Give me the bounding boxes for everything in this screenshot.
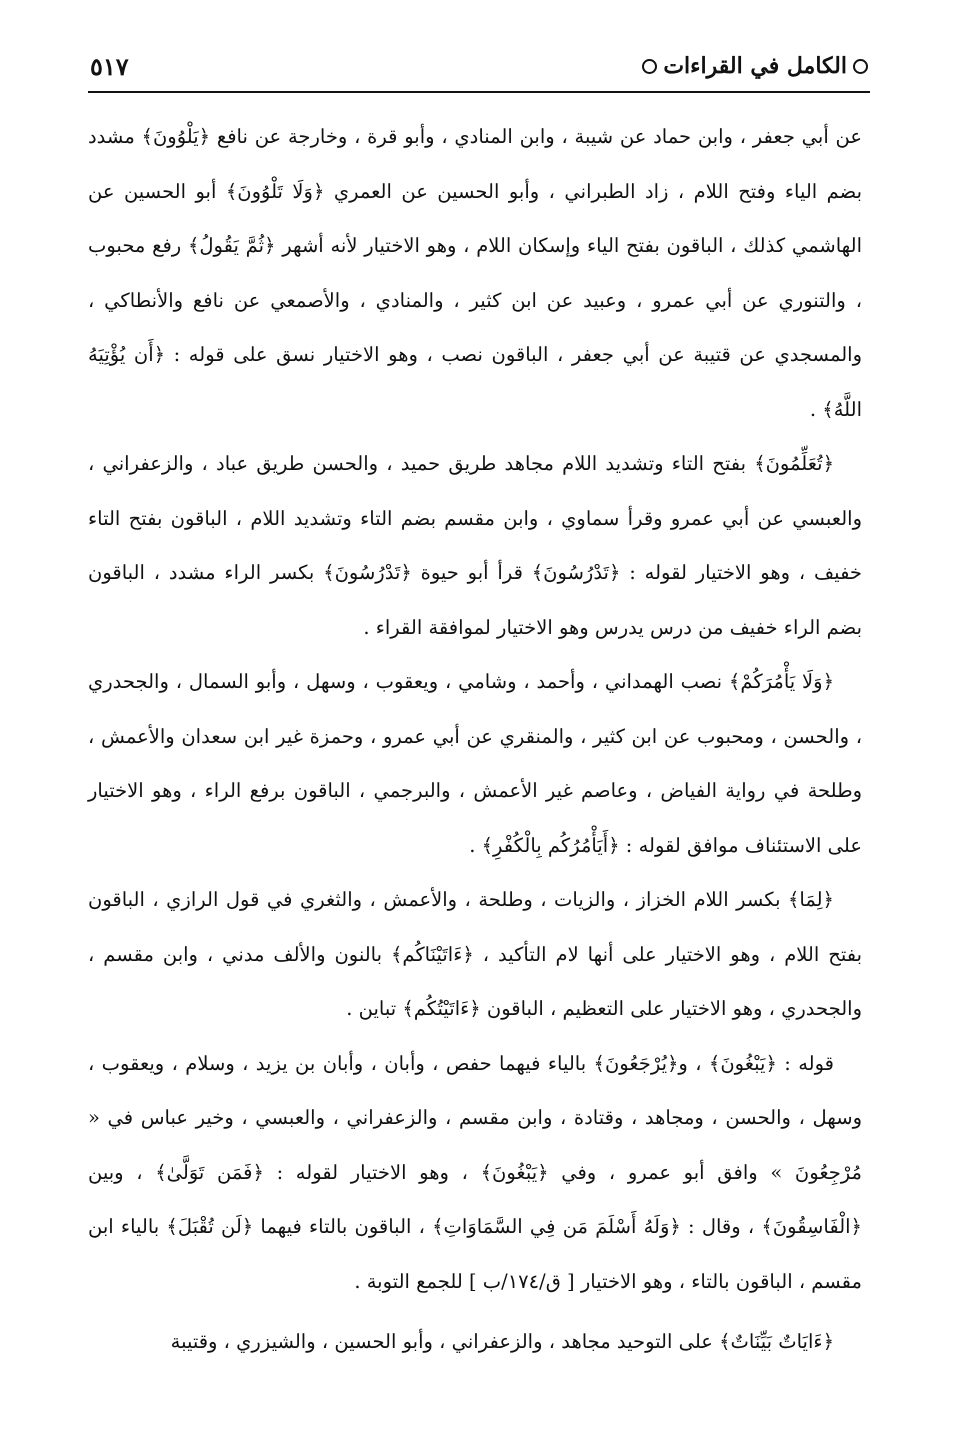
page-header xyxy=(90,44,868,88)
page-number: ٥١٧ xyxy=(90,51,129,81)
running-title xyxy=(642,53,868,79)
body-text xyxy=(88,110,862,1370)
header-divider xyxy=(88,91,870,93)
paragraph-5: قوله : ﴿يَبْغُونَ﴾ ، و﴿يُرْجَعُونَ﴾ بالياء فيهما حفص ، وأبان ، وأبان بن يزيد ، وسلام ، ويعقوب ، وسهل ، والحسن ، ومجاهد ، وقتادة ، وابن مقسم ، والزعفراني ، والعبسي ، وخير عباس في « مُرْجِعُونَ » وافق أبو عمرو ، وفي ﴿يَبْغُونَ﴾ ، وهو الاختيار لقوله : ﴿فَمَن تَوَلَّىٰ﴾ ، وبين ﴿الْفَاسِقُونَ﴾ ، وقال : ﴿وَلَهُ أَسْلَمَ مَن فِي السَّمَاوَاتِ﴾ ، الباقون بالتاء فيهما ﴿لَن تُقْبَلَ﴾ بالياء ابن مقسم ، الباقون بالتاء ، وهو الاختيار [ ق/١٧٤/ب ] للجمع التوبة . xyxy=(88,1051,862,1293)
circle-ornament-icon xyxy=(642,59,657,74)
paragraph-6: ﴿ءَايَاتٌ بَيِّنَاتٌ﴾ على التوحيد مجاهد ، والزعفراني ، وأبو الحسين ، والشيزري ، وقتيبة xyxy=(170,1330,834,1353)
paragraph-2: ﴿تُعَلِّمُونَ﴾ بفتح التاء وتشديد اللام مجاهد طريق حميد ، والحسن طريق عباد ، والزعفراني ، والعبسي عن أبي عمرو وقرأ سماوي ، وابن مقسم بضم التاء وتشديد اللام ، الباقون بفتح التاء خفيف ، وهو الاختيار لقوله : ﴿تَدْرُسُونَ﴾ قرأ أبو حيوة ﴿تَدْرُسُونَ﴾ بكسر الراء مشدد ، الباقون بضم الراء خفيف من درس يدرس وهو الاختيار لموافقة القراء . xyxy=(88,452,862,639)
paragraph-1: عن أبي جعفر ، وابن حماد عن شيبة ، وابن المنادي ، وأبو قرة ، وخارجة عن نافع ﴿يَلْوُونَ﴾ مشدد بضم الياء وفتح اللام ، زاد الطبراني ، وأبو الحسين عن العمري ﴿وَلَا تَلْوُونَ﴾ أبو الحسين عن الهاشمي كذلك ، الباقون بفتح الياء وإسكان اللام ، وهو الاختيار لأنه أشهر ﴿ثُمَّ يَقُولُ﴾ رفع محبوب ، والتنوري عن أبي عمرو ، وعبيد عن ابن كثير ، والمنادي ، والأصمعي عن نافع والأنطاكي ، والمسجدي عن قتيبة عن أبي جعفر ، الباقون نصب ، وهو الاختيار نسق على قوله : ﴿أَن يُؤْتِيَهُ اللَّهُ﴾ . xyxy=(88,125,862,421)
paragraph-3: ﴿وَلَا يَأْمُرَكُمْ﴾ نصب الهمداني ، وأحمد ، وشامي ، ويعقوب ، وسهل ، وأبو السمال ، والجحدري ، والحسن ، ومحبوب عن ابن كثير ، والمنقري عن أبي عمرو ، وحمزة غير ابن سعدان والأعمش ، وطلحة في رواية الفياض ، وعاصم غير الأعمش ، والبرجمي ، الباقون برفع الراء ، وهو الاختيار على الاستئناف موافق لقوله : ﴿أَيَأْمُرُكُم بِالْكُفْرِ﴾ . xyxy=(88,670,862,857)
running-title-text: الكامل في القراءات xyxy=(663,53,847,79)
paragraph-4: ﴿لِمَا﴾ بكسر اللام الخزاز ، والزيات ، وطلحة ، والأعمش ، والثغري في قول الرازي ، الباقون بفتح اللام ، وهو الاختيار على أنها لام التأكيد ، ﴿ءَاتَيْنَاكُم﴾ بالنون والألف مدني ، وابن مقسم ، والجحدري ، وهو الاختيار على التعظيم ، الباقون ﴿ءَاتَيْتُكُم﴾ تباين . xyxy=(88,888,862,1020)
circle-ornament-icon xyxy=(853,59,868,74)
